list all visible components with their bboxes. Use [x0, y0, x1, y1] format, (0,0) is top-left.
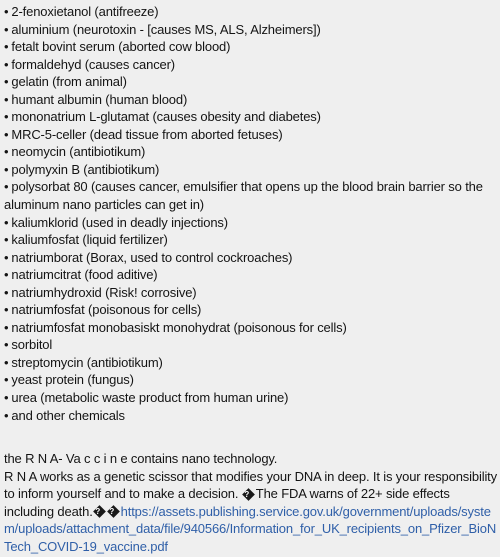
list-item: [4, 354, 498, 372]
list-item-text: natriumhydroxid (Risk! corrosive): [11, 284, 197, 300]
paragraph-text-mid: The FDA warns of 22+ side effects including death.: [4, 486, 450, 519]
bullet-icon: •: [4, 354, 9, 370]
bullet-icon: •: [4, 161, 9, 177]
list-item: [4, 161, 498, 179]
bullet-icon: •: [4, 144, 9, 160]
bullet-icon: •: [4, 126, 9, 142]
claim-paragraph: [4, 450, 498, 555]
list-item-text: MRC-5-celler (dead tissue from aborted fetuses): [11, 126, 283, 142]
list-item-text: and other chemicals: [11, 407, 125, 423]
list-item-text: gelatin (from animal): [11, 74, 127, 90]
bullet-icon: •: [4, 232, 9, 248]
list-item-text: yeast protein (fungus): [11, 372, 134, 388]
bullet-icon: •: [4, 407, 9, 423]
list-item-text: urea (metabolic waste product from human urine): [11, 390, 289, 406]
bullet-icon: •: [4, 372, 9, 388]
list-item-text: kaliumklorid (used in deadly injections): [11, 214, 228, 230]
paragraph-line-2: [4, 468, 498, 556]
list-item: [4, 126, 498, 144]
bullet-icon: •: [4, 39, 9, 55]
list-item: [4, 108, 498, 126]
list-item: [4, 91, 498, 109]
source-link[interactable]: https://assets.publishing.service.gov.uk/government/uploads/system/uploads/attachment_data/file/940566/Information_for_UK_recipients_on_Pfizer_BioNTech_COVID-19_vaccine.pdf: [4, 503, 497, 554]
list-item-text: kaliumfosfat (liquid fertilizer): [11, 232, 168, 248]
bullet-icon: •: [4, 56, 9, 72]
list-item: [4, 266, 498, 284]
bullet-icon: •: [4, 21, 9, 37]
bullet-icon: •: [4, 91, 9, 107]
paragraph-text-start: R N A works as a genetic scissor that modifies your DNA in deep. It is your responsibility to inform yourself and to make a decision.: [4, 468, 497, 502]
document-body: [4, 3, 498, 555]
list-item-text: streptomycin (antibiotikum): [11, 354, 163, 370]
list-item-text: polymyxin B (antibiotikum): [11, 161, 160, 177]
list-item: [4, 249, 498, 267]
paragraph-gap: [4, 424, 498, 450]
bullet-icon: •: [4, 337, 9, 353]
ingredient-list: [4, 3, 498, 424]
list-item-text: polysorbat 80 (causes cancer, emulsifier that opens up the blood brain barrier so the aluminum nano particles can get in): [4, 179, 483, 213]
bullet-icon: •: [4, 214, 9, 230]
list-item: [4, 231, 498, 249]
list-item: [4, 319, 498, 337]
bullet-icon: •: [4, 179, 9, 195]
list-item: [4, 38, 498, 56]
list-item-text: 2-fenoxietanol (antifreeze): [11, 4, 159, 19]
list-item-text: mononatrium L-glutamat (causes obesity and diabetes): [11, 109, 321, 125]
list-item: [4, 143, 498, 161]
list-item-text: natriumfosfat (poisonous for cells): [11, 302, 202, 318]
list-item: [4, 389, 498, 407]
list-item: [4, 21, 498, 39]
list-item-text: aluminium (neurotoxin - [causes MS, ALS, Alzheimers]): [11, 21, 321, 37]
bullet-icon: •: [4, 4, 9, 19]
list-item-text: sorbitol: [11, 337, 53, 353]
list-item-text: neomycin (antibiotikum): [11, 144, 146, 160]
list-item-text: natriumcitrat (food aditive): [11, 267, 158, 283]
list-item: [4, 371, 498, 389]
replacement-char-icon: [93, 505, 106, 518]
list-item: [4, 214, 498, 232]
bullet-icon: •: [4, 267, 9, 283]
replacement-char-icon: [242, 488, 255, 501]
list-item-text: formaldehyd (causes cancer): [11, 56, 175, 72]
list-item: [4, 284, 498, 302]
bullet-icon: •: [4, 302, 9, 318]
list-item: [4, 56, 498, 74]
list-item-text: natriumfosfat monobasiskt monohydrat (poisonous for cells): [11, 319, 347, 335]
list-item: [4, 178, 498, 213]
bullet-icon: •: [4, 284, 9, 300]
paragraph-line-1: the R N A- Va c c i n e contains nano technology.: [4, 451, 278, 467]
list-item-text: fetalt bovint serum (aborted cow blood): [11, 39, 231, 55]
list-item-text: humant albumin (human blood): [11, 91, 188, 107]
replacement-char-icon: [107, 505, 120, 518]
bullet-icon: •: [4, 319, 9, 335]
list-item: [4, 407, 498, 425]
bullet-icon: •: [4, 249, 9, 265]
bullet-icon: •: [4, 109, 9, 125]
list-item: [4, 73, 498, 91]
bullet-icon: •: [4, 390, 9, 406]
list-item: [4, 301, 498, 319]
list-item: [4, 336, 498, 354]
list-item: [4, 3, 498, 21]
list-item-text: natriumborat (Borax, used to control cockroaches): [11, 249, 293, 265]
bullet-icon: •: [4, 74, 9, 90]
